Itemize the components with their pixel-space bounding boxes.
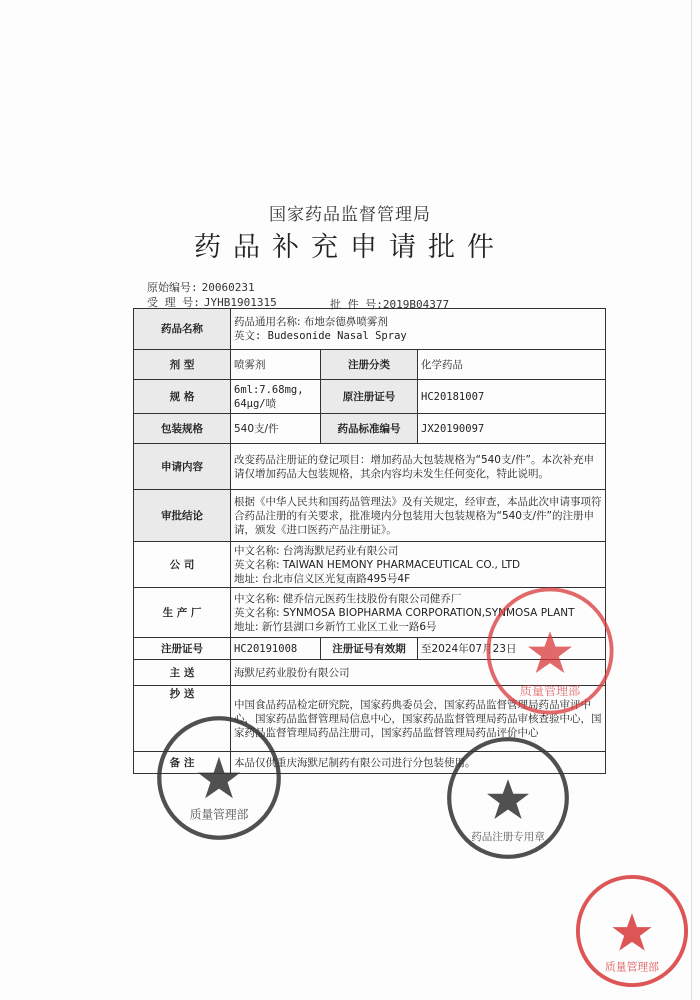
page-edge — [691, 0, 692, 1000]
note-label: 备 注 — [134, 752, 231, 774]
approval-number-label: 批 件 号: — [330, 298, 383, 311]
seal-subtext: 药品注册专用章 — [471, 831, 545, 843]
validity-label: 注册证号有效期 — [321, 638, 418, 660]
nmpa-seal — [445, 735, 571, 861]
reg-class-label: 注册分类 — [321, 350, 418, 380]
approval-number-value: 2019B04377 — [382, 298, 450, 311]
seal-subtext: 质量管理部 — [519, 684, 581, 698]
conclusion-label: 审批结论 — [134, 490, 231, 542]
application-value: 改变药品注册证的登记项目：增加药品大包装规格为“540支/件”。本次补充申请仅增加药品大包装规格，其余内容均未发生任何变化，特此说明。 — [231, 444, 606, 490]
seal-graphic — [155, 714, 283, 842]
original-number — [147, 279, 255, 295]
accept-number-label: 受 理 号: — [147, 296, 200, 309]
dosage-form-label: 剂 型 — [134, 350, 231, 380]
original-number-value: 20060231 — [201, 281, 255, 294]
company-en: 英文名称: TAIWAN HEMONY PHARMACEUTICAL CO., LTD — [234, 558, 521, 571]
seal-subtext: 质量管理部 — [189, 807, 249, 822]
original-number-label: 原始编号: — [147, 281, 198, 294]
table-row — [134, 490, 606, 542]
spec-label: 规 格 — [134, 380, 231, 414]
table-row — [134, 309, 606, 350]
drug-name-en: 英文: Budesonide Nasal Spray — [234, 330, 407, 342]
table-row — [134, 414, 606, 444]
seal-graphic — [445, 735, 571, 861]
reg-cert-value: HC20191008 — [231, 638, 321, 660]
std-no-label: 药品标准编号 — [321, 414, 418, 444]
reg-class-value: 化学药品 — [418, 350, 606, 380]
recipient-label: 主 送 — [134, 660, 231, 686]
table-row — [134, 350, 606, 380]
manufacturer-en: 英文名称: SYNMOSA BIOPHARMA CORPORATION,SYNMOSA PLANT — [234, 606, 575, 619]
seal-subtext: 质量管理部 — [605, 960, 659, 974]
chongqing-seal — [155, 714, 283, 842]
reg-cert-label: 注册证号 — [134, 638, 231, 660]
package-value: 540支/件 — [231, 414, 321, 444]
table-row — [134, 542, 606, 588]
company-cn: 中文名称: 台湾海默尼药业有限公司 — [234, 544, 399, 557]
company-cell — [231, 542, 606, 588]
manufacturer-cn: 中文名称: 健乔信元医药生技股份有限公司健乔厂 — [234, 592, 462, 605]
company-address: 地址: 台北市信义区光复南路495号4F — [234, 572, 411, 585]
std-no-value: JX20190097 — [418, 414, 606, 444]
recipient-value: 海默尼药业股份有限公司 — [231, 660, 606, 686]
table-row — [134, 444, 606, 490]
seal-graphic — [573, 872, 691, 990]
spec-value — [231, 380, 321, 414]
hemony-red-seal — [484, 585, 616, 717]
document-title: 药品补充申请批件 — [194, 232, 506, 263]
accept-number-value: JYHB1901315 — [203, 296, 277, 309]
suzhou-seal — [573, 872, 691, 990]
company-label: 公 司 — [134, 542, 231, 588]
application-label: 申请内容 — [134, 444, 231, 490]
manufacturer-address: 地址: 新竹县湖口乡新竹工业区工业一路6号 — [234, 620, 437, 633]
drug-name-cn: 药品通用名称: 布地奈德鼻喷雾剂 — [234, 316, 388, 328]
validity-value: 至2024年07月23日 — [418, 638, 606, 660]
cc-value: 中国食品药品检定研究院，国家药典委员会，国家药品监督管理局药品审评中心，国家药品监督管理局信息中心，国家药品监督管理局药品审核查验中心，国家药品监督管理局药品注册司，国家药品监督管理局药品评价中心 — [231, 686, 606, 752]
seal-graphic — [484, 585, 616, 717]
conclusion-value: 根据《中华人民共和国药品管理法》及有关规定，经审查，本品此次申请事项符合药品注册的有关要求，批准境内分包装用大包装规格为“540支/件”的注册申请，颁发《进口医药产品注册证》。 — [231, 490, 606, 542]
agency-name: 国家药品监督管理局 — [269, 205, 431, 225]
drug-name-label: 药品名称 — [134, 309, 231, 350]
manufacturer-label: 生 产 厂 — [134, 588, 231, 638]
spec-line-2: 64μg/喷 — [234, 397, 277, 410]
note-value: 本品仅供重庆海默尼制药有限公司进行分包装使用。 — [231, 752, 606, 774]
orig-reg-no-value: HC20181007 — [418, 380, 606, 414]
orig-reg-no-label: 原注册证号 — [321, 380, 418, 414]
drug-name-cell — [231, 309, 606, 350]
spec-line-1: 6ml:7.68mg, — [234, 383, 304, 396]
dosage-form-value: 喷雾剂 — [231, 350, 321, 380]
table-row — [134, 380, 606, 414]
cc-label: 抄 送 — [134, 686, 231, 752]
package-label: 包装规格 — [134, 414, 231, 444]
